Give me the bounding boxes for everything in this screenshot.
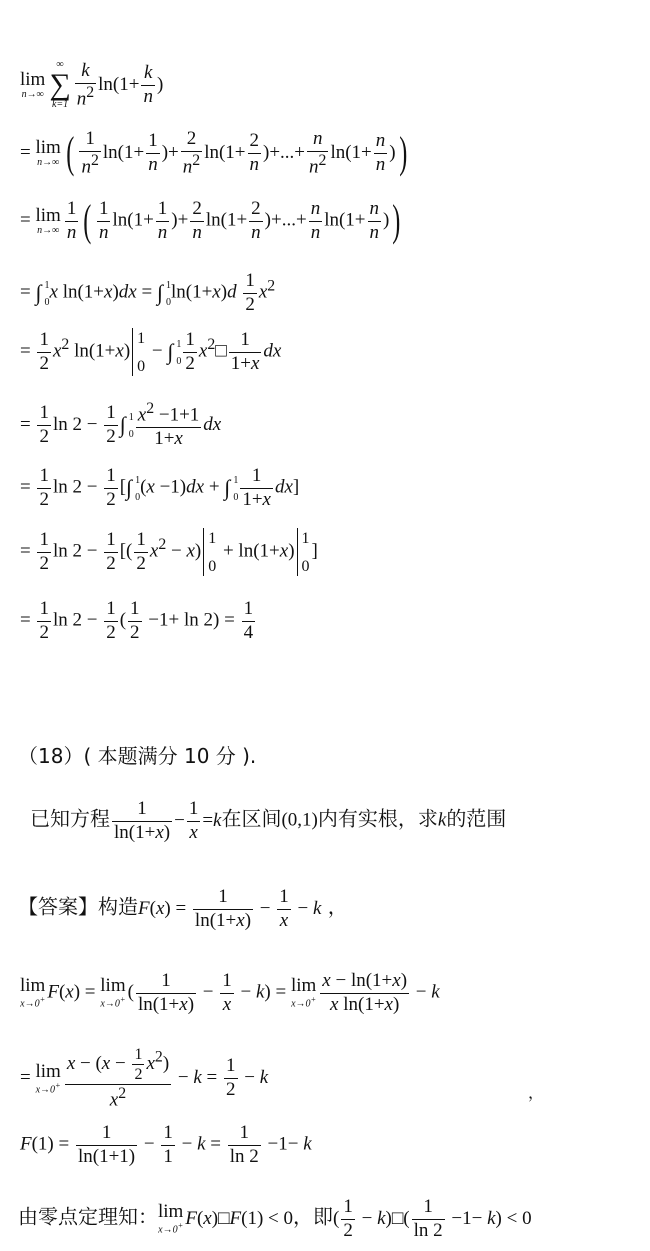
answer-label: 【答案】构造 xyxy=(18,894,138,919)
derivation-line-5: = $\frac{1}{2}$ $x^2$ ln(1+x) 1 0 − ∫ 1 0 $\frac{1}{2}$ $x^2□$ $\frac{1}{1+x}$ dx xyxy=(20,328,282,375)
conclusion-prefix: 由零点定理知： xyxy=(18,1204,158,1229)
derivation-line-8: = $\frac{1}{2}$ ln 2 − $\frac{1}{2}$ [( $\frac{1}{2}$ $x^2 - x$) 1 0 + ln(1+x) 1 0 ] xyxy=(20,528,318,575)
conclusion-line: 由零点定理知： lim x→0+ F(x)□F(1) < 0，即( $\frac{1}{2}$ − k)□( $\frac{1}{\ln 2}$ −1− k) < 0 xyxy=(18,1196,532,1241)
conclusion-mid: ，即 xyxy=(293,1204,334,1229)
stray-comma: ， xyxy=(528,1083,545,1102)
limit-line-2: = lim x→0+ x − (x − $\frac{1}{2}$ $x^2$) $x^2$ − k = $\frac{1}{2}$ − k xyxy=(20,1046,269,1111)
question-suffix: 内有实根，求 xyxy=(317,806,438,831)
question-prefix: 已知方程 xyxy=(30,806,110,831)
question-number-heading: （18）( 本题满分 10 分 ). xyxy=(18,744,257,768)
question-end: 的范围 xyxy=(446,806,507,831)
question-mid: 在区间 xyxy=(221,806,282,831)
derivation-line-4: = ∫ 1 0 x ln(1+x)dx = ∫ 1 0 ln(1+x)d $\frac{1}{2}$ $x^2$ xyxy=(20,270,276,315)
question-var: k xyxy=(437,809,447,831)
answer-construct: 【答案】构造F(x) = $\frac{1}{\ln(1+x)}$ − $\frac{1}{x}$ − k ， xyxy=(18,886,348,931)
derivation-line-9: = $\frac{1}{2}$ ln 2 − $\frac{1}{2}$ ( $\frac{1}{2}$ −1+ ln 2) = $\frac{1}{4}$ xyxy=(20,598,254,643)
derivation-line-6: = $\frac{1}{2}$ ln 2 − $\frac{1}{2}$ ∫ 1 0 $\frac{x^2 -1+1}{1+x}$ dx xyxy=(20,400,222,450)
f-of-one-line: F(1) = $\frac{1}{\ln(1+1)}$ − $\frac{1}{1}$ − k = $\frac{1}{\ln 2}$ −1− k xyxy=(20,1122,312,1167)
limit-line-1: lim x→0+ F(x) = lim x→0+ ( $\frac{1}{\ln(1+x)}$ − $\frac{1}{x}$ − k) = lim x→0+ $\frac{x - \ln(1+x)}{\text{x ln(1+x)}}$ − k xyxy=(20,970,440,1015)
question-interval: (0,1) xyxy=(281,809,318,831)
derivation-line-2: = lim n→∞ ( $\frac{1}{n^2}$ ln(1+ $\frac{1}{n}$ )+ $\frac{2}{n^2}$ ln(1+ $\frac{2}{n}$ )+...+ $\frac{n}{n^2}$ ln(1+ $\frac{n}{n}$ )) xyxy=(20,128,407,178)
derivation-line-7: = $\frac{1}{2}$ ln 2 − $\frac{1}{2}$ [∫ 1 0 (x −1)dx + ∫ 1 0 $\frac{1}{1+x}$ dx] xyxy=(20,465,300,510)
answer-comma: ， xyxy=(327,894,348,919)
question-statement: 已知方程 $\frac{1}{\ln(1+x)}$ − $\frac{1}{x}$ =k在区间(0,1)内有实根，求k的范围 xyxy=(30,798,507,843)
derivation-line-3: = lim n→∞ $\frac{1}{n}$ ( $\frac{1}{n}$ ln(1+ $\frac{1}{n}$ )+ $\frac{2}{n}$ ln(1+ $\frac{2}{n}$ )+...+ $\frac{n}{n}$ ln(1+ $\frac{n}{n}$ )) xyxy=(20,196,401,246)
derivation-line-1: lim n→∞ ∞ ∑ k=1 $\frac{k}{n^2}$ ln(1+ $\frac{k}{n}$ ) xyxy=(20,59,164,111)
